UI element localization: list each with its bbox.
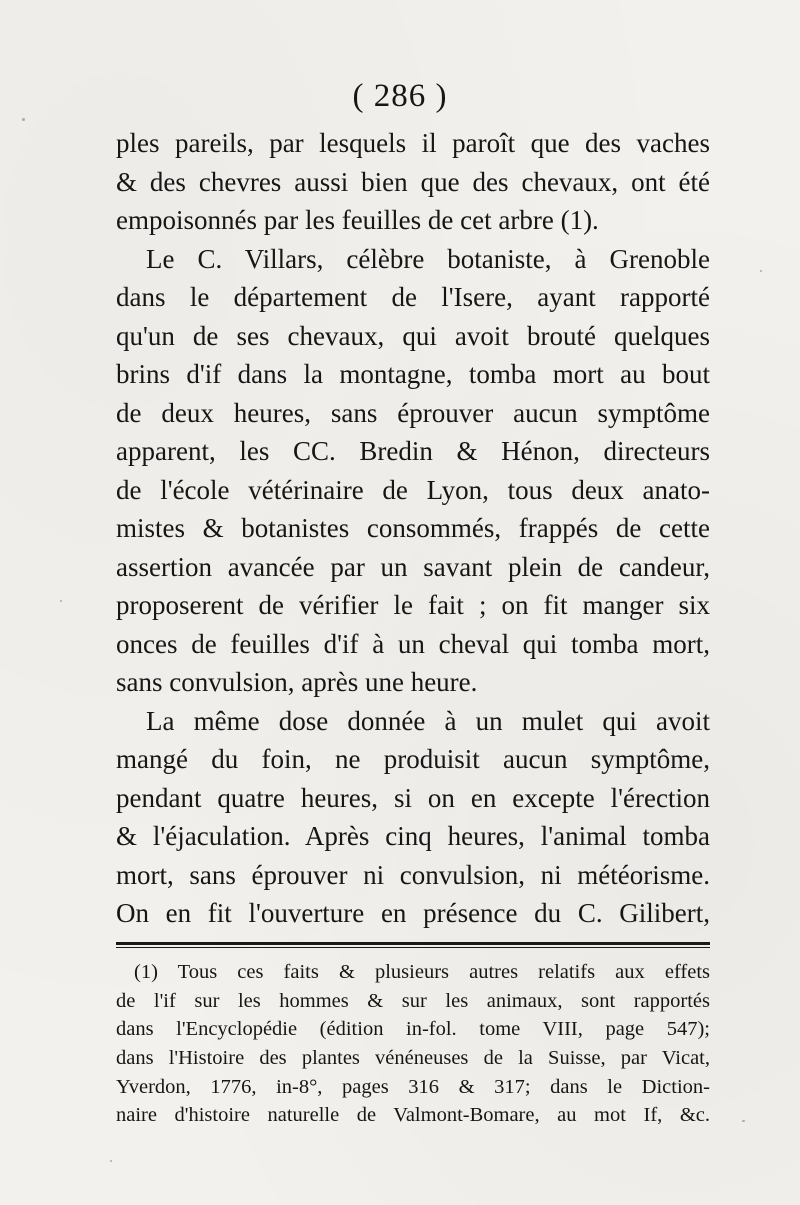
text-line: de deux heures, sans éprouver aucun symptôme	[116, 397, 710, 428]
text-line: sans convulsion, après une heure.	[116, 667, 478, 697]
footnote-line: dans l'Encyclopédie (édition in-fol. tome VIII, page 547);	[116, 1018, 710, 1041]
text-line: dans le département de l'Isere, ayant rapporté	[116, 282, 710, 312]
footnote-line: de l'if sur les hommes & sur les animaux, sont rapportés	[116, 989, 710, 1012]
text-line: On en fit l'ouverture en présence du C. Gilibert,	[116, 898, 710, 928]
paper-speck	[60, 600, 62, 602]
main-text	[116, 124, 710, 933]
text-line: assertion avancée par un savant plein de candeur,	[116, 551, 710, 582]
footnote-line: naire d'histoire naturelle de Valmont-Bomare, au mot If, &c.	[116, 1104, 710, 1127]
text-line: Le C. Villars, célèbre botaniste, à Grenoble	[146, 243, 710, 274]
footnote-line: dans l'Histoire des plantes vénéneuses de la Suisse, par Vicat,	[116, 1047, 710, 1070]
text-line: proposerent de vérifier le fait ; on fit manger six	[116, 590, 710, 620]
footnote-separator-rule	[116, 942, 710, 948]
text-line: mangé du foin, ne produisit aucun symptôme,	[116, 744, 710, 774]
text-line: brins d'if dans la montagne, tomba mort au bout	[116, 359, 710, 389]
text-line: de l'école vétérinaire de Lyon, tous deux anato-	[116, 474, 710, 505]
text-line: onces de feuilles d'if à un cheval qui tomba mort,	[116, 628, 710, 659]
paper-speck	[110, 1160, 112, 1162]
text-line: ples pareils, par lesquels il paroît que des vaches	[116, 128, 710, 158]
paper-speck	[742, 1120, 745, 1122]
text-line: empoisonnés par les feuilles de cet arbre (1).	[116, 205, 599, 235]
text-line: La même dose donnée à un mulet qui avoit	[146, 705, 710, 736]
text-line: qu'un de ses chevaux, qui avoit brouté quelques	[116, 320, 710, 351]
text-line: apparent, les CC. Bredin & Hénon, directeurs	[116, 436, 710, 466]
paper-speck	[760, 270, 762, 272]
paper-speck	[22, 118, 25, 121]
text-line: pendant quatre heures, si on en excepte l'érection	[116, 782, 710, 813]
footnote	[116, 958, 710, 1130]
text-line: & des chevres aussi bien que des chevaux, ont été	[116, 166, 710, 197]
page-number: ( 286 )	[352, 78, 448, 114]
text-line: mistes & botanistes consommés, frappés de cette	[116, 513, 710, 543]
footnote-line: (1) Tous ces faits & plusieurs autres relatifs aux effets	[134, 961, 710, 983]
text-line: mort, sans éprouver ni convulsion, ni météorisme.	[116, 859, 710, 890]
text-line: & l'éjaculation. Après cinq heures, l'animal tomba	[116, 821, 710, 851]
footnote-line: Yverdon, 1776, in-8°, pages 316 & 317; dans le Diction-	[116, 1075, 710, 1098]
